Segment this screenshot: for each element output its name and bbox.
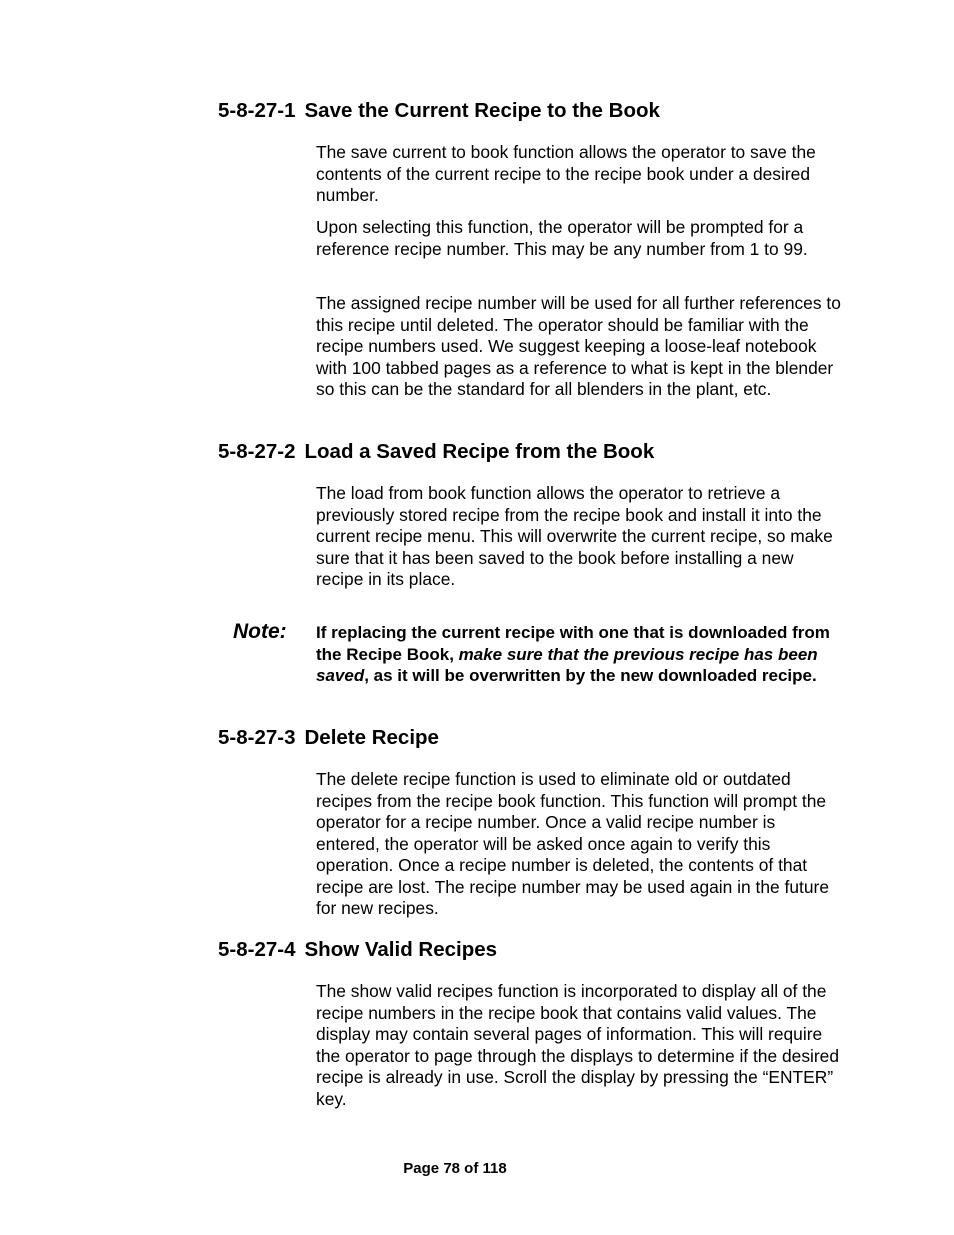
section-title: Delete Recipe <box>304 726 439 749</box>
section-heading-show-valid <box>218 938 497 962</box>
paragraph: The assigned recipe number will be used for all further references to this recipe until deleted. The operator should be familiar with the recipe numbers used. We suggest keeping a loose-leaf notebook with 100 tabbed pages as a reference to what is kept in the blender so this can be the standard for all blenders in the plant, etc. <box>316 293 841 399</box>
section-title: Load a Saved Recipe from the Book <box>304 440 655 463</box>
section-number: 5-8-27-4 <box>218 938 296 961</box>
section-heading-delete-recipe <box>218 726 439 750</box>
paragraph: The save current to book function allows the operator to save the contents of the current recipe to the recipe book under a desired number. <box>316 142 816 205</box>
paragraph: The show valid recipes function is incorporated to display all of the recipe numbers in the recipe book that contains valid values. The display may contain several pages of information. This will require the operator to page through the displays to determine if the desired recipe is already in use. Scroll the display by pressing the “ENTER” key. <box>316 981 840 1109</box>
section-title: Save the Current Recipe to the Book <box>304 99 660 122</box>
note-text <box>316 622 842 687</box>
section-heading-save-current <box>218 99 660 123</box>
note-text-after: , as it will be overwritten by the new downloaded recipe. <box>364 666 817 685</box>
note-label: Note: <box>233 620 287 643</box>
section-number: 5-8-27-1 <box>218 99 296 122</box>
section-title: Show Valid Recipes <box>304 938 498 961</box>
paragraph: The delete recipe function is used to eliminate old or outdated recipes from the recipe book function. This function will prompt the operator for a recipe number. Once a valid recipe number is entered, the operator will be asked once again to verify this operation. Once a recipe number is deleted, the contents of that recipe are lost. The recipe number may be used again in the future for new recipes. <box>316 769 829 918</box>
section-heading-load-saved <box>218 440 654 464</box>
page-number-footer: Page 78 of 118 <box>403 1160 507 1177</box>
section-number: 5-8-27-3 <box>218 726 296 749</box>
note-text-before: If replacing the current recipe with one that is downloaded from the Recipe Book, <box>316 623 830 664</box>
paragraph: The load from book function allows the operator to retrieve a previously stored recipe from the recipe book and install it into the current recipe menu. This will overwrite the current recipe, so make sure that it has been saved to the book before installing a new recipe in its place. <box>316 483 833 589</box>
paragraph: Upon selecting this function, the operator will be prompted for a reference recipe number. This may be any number from 1 to 99. <box>316 217 808 259</box>
note-text-emphasis: make sure that the previous recipe has been saved <box>316 644 818 685</box>
section-number: 5-8-27-2 <box>218 440 296 463</box>
